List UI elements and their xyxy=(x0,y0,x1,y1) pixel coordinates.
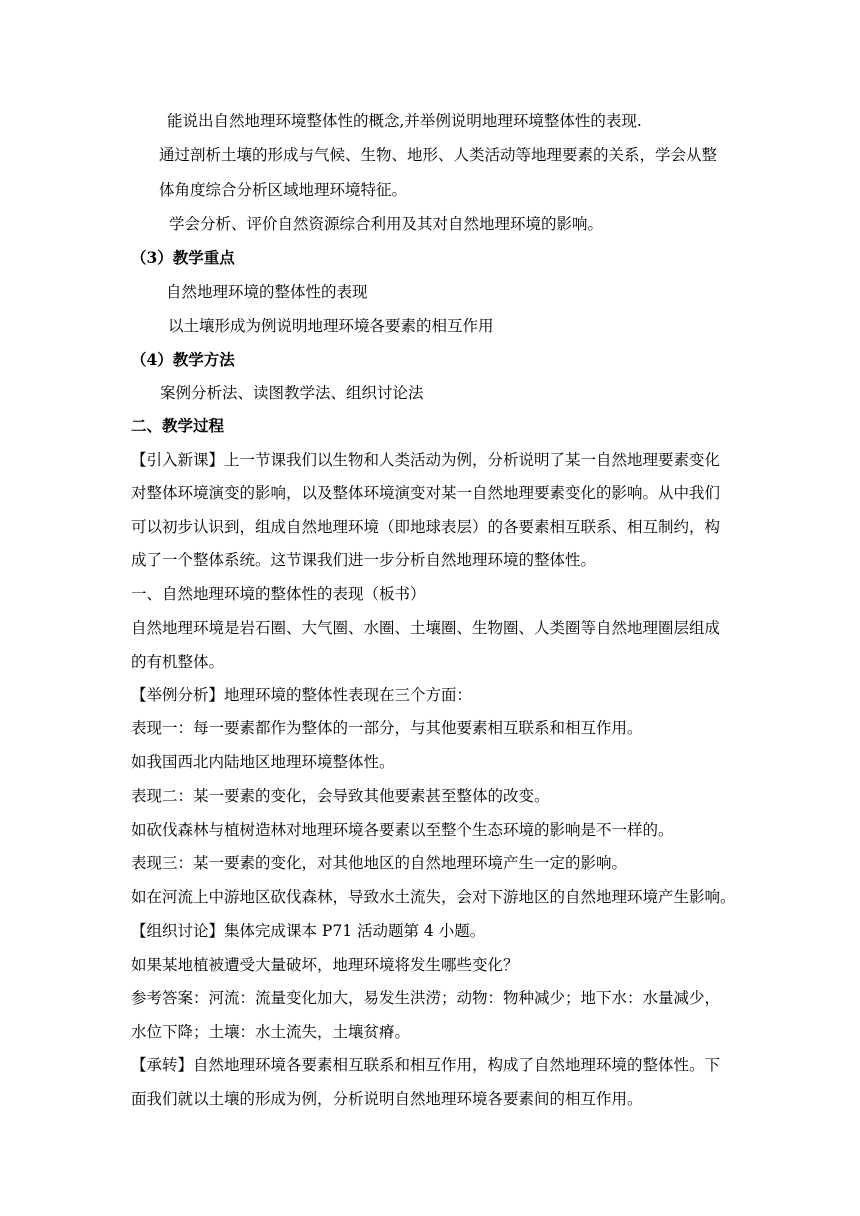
definition-line-1: 自然地理环境是岩石圈、大气圈、水圈、土壤圈、生物圈、人类圈等自然地理圈层组成 xyxy=(131,619,721,637)
example-1: 如我国西北内陆地区地理环境整体性。 xyxy=(131,753,395,771)
definition-line-2: 的有机整体。 xyxy=(131,653,225,671)
methods-heading: （4）教学方法 xyxy=(131,350,235,369)
example-analysis-intro: 【举例分析】地理环境的整体性表现在三个方面： xyxy=(131,686,473,704)
objective-line-2: 通过剖析土壤的形成与气候、生物、地形、人类活动等地理要素的关系，学会从整 xyxy=(159,146,718,164)
manifestation-1: 表现一：每一要素都作为整体的一部分，与其他要素相互联系和相互作用。 xyxy=(131,719,643,737)
manifestation-2: 表现二：某一要素的变化，会导致其他要素甚至整体的改变。 xyxy=(131,787,550,805)
objective-line-4: 学会分析、评价自然资源综合利用及其对自然地理环境的影响。 xyxy=(169,215,604,233)
example-3: 如在河流上中游地区砍伐森林，导致水土流失，会对下游地区的自然地理环境产生影响。 xyxy=(131,888,736,906)
manifestation-3: 表现三：某一要素的变化，对其他地区的自然地理环境产生一定的影响。 xyxy=(131,854,628,872)
intro-line-2: 对整体环境演变的影响，以及整体环境演变对某一自然地理要素变化的影响。从中我们 xyxy=(131,484,721,502)
process-heading: 二、教学过程 xyxy=(131,416,225,435)
intro-line-3: 可以初步认识到，组成自然地理环境（即地球表层）的各要素相互联系、相互制约，构 xyxy=(131,518,721,536)
objective-line-3: 体角度综合分析区域地理环境特征。 xyxy=(159,181,408,199)
discussion-question: 如果某地植被遭受大量破坏，地理环境将发生哪些变化？ xyxy=(131,956,519,974)
transition-line-1: 【承转】自然地理环境各要素相互联系和相互作用，构成了自然地理环境的整体性。下 xyxy=(131,1056,721,1074)
answer-line-2: 水位下降；土壤：水土流失，土壤贫瘠。 xyxy=(131,1023,411,1041)
key-point-item-2: 以土壤形成为例说明地理环境各要素的相互作用 xyxy=(168,317,494,335)
intro-line-4: 成了一个整体系统。这节课我们进一步分析自然地理环境的整体性。 xyxy=(131,551,597,569)
answer-line-1: 参考答案：河流：流量变化加大，易发生洪涝；动物：物种减少；地下水：水量减少， xyxy=(131,989,721,1007)
intro-line-1: 【引入新课】上一节课我们以生物和人类活动为例，分析说明了某一自然地理要素变化 xyxy=(131,451,721,469)
discussion-prompt: 【组织讨论】集体完成课本 P71 活动题第 4 小题。 xyxy=(131,922,486,940)
objective-line-1: 能说出自然地理环境整体性的概念,并举例说明地理环境整体性的表现. xyxy=(167,112,642,130)
key-point-item-1: 自然地理环境的整体性的表现 xyxy=(166,283,368,301)
key-points-heading: （3）教学重点 xyxy=(131,248,235,267)
section-1-title: 一、自然地理环境的整体性的表现（板书） xyxy=(131,585,426,603)
transition-line-2: 面我们就以土壤的形成为例，分析说明自然地理环境各要素间的相互作用。 xyxy=(131,1090,643,1108)
methods-text: 案例分析法、读图教学法、组织讨论法 xyxy=(160,384,424,402)
example-2: 如砍伐森林与植树造林对地理环境各要素以至整个生态环境的影响是不一样的。 xyxy=(131,821,674,839)
